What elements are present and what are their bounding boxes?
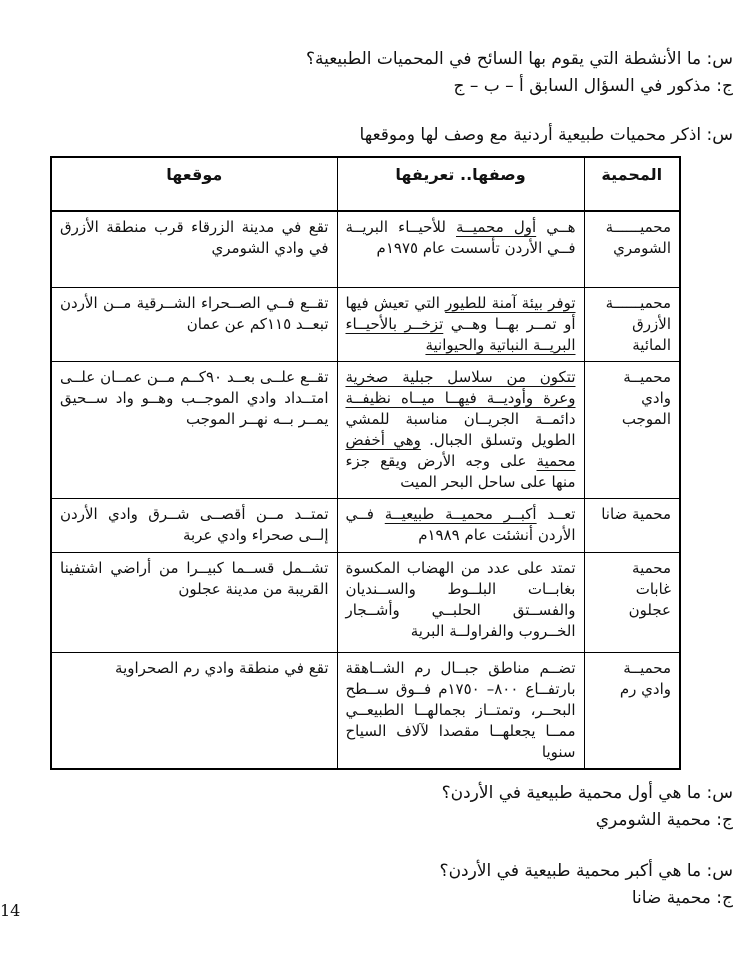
underlined-text-segment: وهي أخفض محمية: [345, 430, 576, 470]
qa-top-block: [8, 46, 733, 100]
underlined-text-segment: تتكون من سلاسل جبلية صخرية وعرة وأوديــة فيهــا ميــاه نظيفــة: [345, 367, 576, 407]
underlined-text-segment: أكبــر محميــة طبيعيــة: [384, 504, 537, 523]
underlined-text-segment: تزخــر بالأحيــاء البريــة النباتية والحيوانية: [345, 314, 576, 354]
reserve-name-cell: محميــة وادي الموجب: [584, 361, 680, 498]
reserve-name-cell: محمية ضانا: [584, 498, 680, 552]
qa-top-answer: ج: مذكور في السؤال السابق أ – ب – ج: [453, 76, 733, 96]
text-segment: على وجه الأرض ويقع جزء منها على ساحل البحر الميت: [345, 451, 576, 491]
text-segment: هــي: [536, 218, 576, 236]
col-header-description: وصفها.. تعريفها: [337, 157, 584, 211]
reserve-description-cell: [337, 211, 584, 287]
qa-bottom-block: [8, 780, 733, 912]
reserve-description-cell: [337, 287, 584, 361]
text-segment: تضــم مناطق جبــال رم الشــاهقة بارتفــاع ٨٠٠– ١٧٥٠م فــوق ســطح البحــر، وتمتــاز بجمالهــا الطبيعــي ممــا يجعلهــا مقصدا لآلاف السياح سنويا: [345, 658, 576, 761]
reserves-table-body: [51, 211, 680, 769]
reserve-location-cell: تقع في مدينة الزرقاء قرب منطقة الأزرق في وادي الشومري: [51, 211, 337, 287]
reserve-description-cell: [337, 498, 584, 552]
qa-pair-first-reserve: [8, 780, 733, 834]
table-row: [51, 552, 680, 652]
qa-bottom-question: س: ما هي أول محمية طبيعية في الأردن؟: [441, 782, 733, 803]
table-row: [51, 652, 680, 769]
text-segment: للأحيــاء البريــة فــي الأردن تأسست عام ١٩٧٥م: [345, 218, 576, 257]
underlined-text-segment: أول محميــة: [456, 218, 537, 236]
qa-bottom-question: س: ما هي أكبر محمية طبيعية في الأردن؟: [439, 860, 733, 881]
text-segment: تعــد: [536, 504, 576, 523]
reserve-name-cell: محميــة وادي رم: [584, 652, 680, 769]
qa-bottom-answer: ج: محمية ضانا: [631, 887, 733, 908]
table-intro: س: اذكر محميات طبيعية أردنية مع وصف لها وموقعها: [359, 125, 733, 145]
header-row: [51, 157, 680, 211]
reserve-name-cell: محمية غابات عجلون: [584, 552, 680, 652]
underlined-text-segment: توفر بيئة آمنة للطيور: [445, 293, 576, 312]
table-row: [51, 361, 680, 498]
page-number: [0, 901, 689, 920]
text-segment: فــي الأردن أنشئت عام ١٩٨٩م: [345, 504, 576, 544]
reserve-name-cell: محميــــــة الشومري: [584, 211, 680, 287]
table-row: [51, 498, 680, 552]
reserve-location-cell: تمتــد مــن أقصــى شــرق وادي الأردن إلــى صحراء وادي عربة: [51, 498, 337, 552]
text-segment: دائمــة الجريــان مناسبة للمشي الطويل وتسلق الجبال.: [345, 409, 576, 449]
text-segment: التي تعيش فيها أو تمــر بهــا وهــي: [345, 293, 576, 333]
qa-bottom-answer: ج: محمية الشومري: [595, 809, 733, 830]
reserves-table: [50, 156, 681, 770]
table-row: [51, 211, 680, 287]
text-segment: تمتد على عدد من الهضاب المكسوة بغابــات البلــوط والســنديان والفســتق الحلبــي وأشــجار الخــروب والفراولــة البرية: [345, 558, 576, 640]
reserve-description-cell: [337, 361, 584, 498]
reserves-table-header: [51, 157, 680, 211]
reserve-description-cell: [337, 552, 584, 652]
reserve-location-cell: تشــمل قســما كبيــرا من أراضي اشتفينا القريبة من مدينة عجلون: [51, 552, 337, 652]
col-header-location: موقعها: [51, 157, 337, 211]
reserve-location-cell: تقــع علــى بعــد ٩٠كــم مــن عمــان علــى امتــداد وادي الموجــب وهــو واد ســحيق يمــر بــه نهــر الموجب: [51, 361, 337, 498]
table-row: [51, 287, 680, 361]
page-number-value: 14: [0, 901, 21, 920]
reserve-name-cell: محميــــــة الأزرق المائية: [584, 287, 680, 361]
reserve-location-cell: تقــع فــي الصــحراء الشــرقية مــن الأردن تبعــد ١١٥كم عن عمان: [51, 287, 337, 361]
reserve-location-cell: تقع في منطقة وادي رم الصحراوية: [51, 652, 337, 769]
qa-top-question: س: ما الأنشطة التي يقوم بها السائح في المحميات الطبيعية؟: [305, 49, 733, 69]
reserve-description-cell: [337, 652, 584, 769]
col-header-name: المحمية: [584, 157, 680, 211]
